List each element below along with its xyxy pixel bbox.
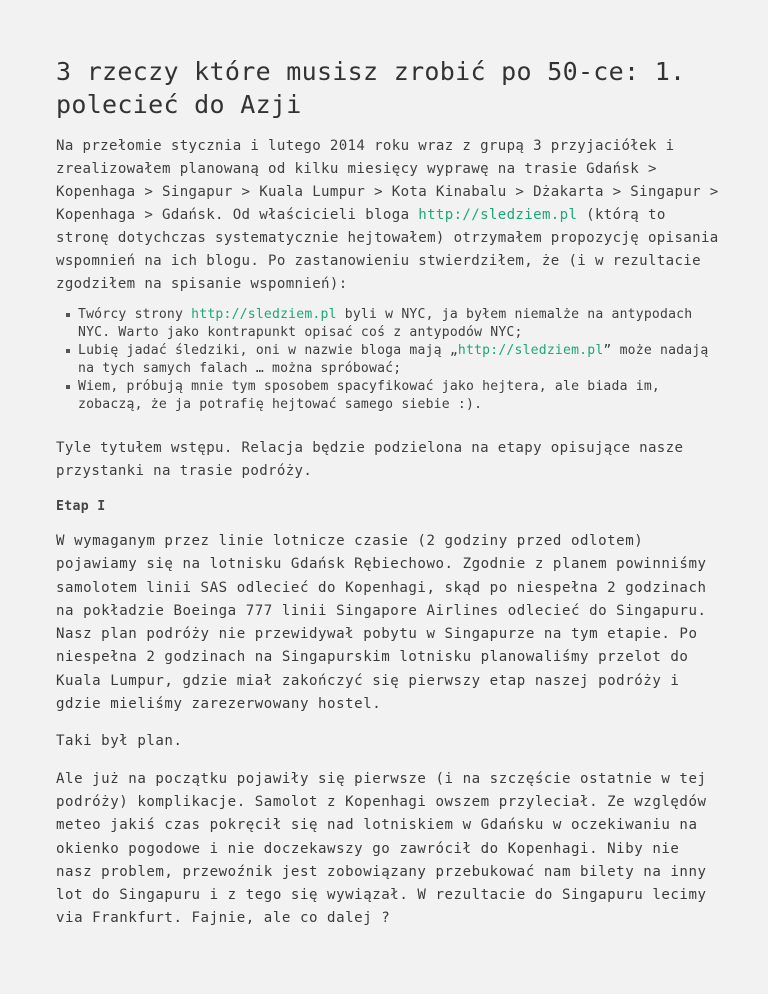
list-item	[78, 306, 720, 342]
article-title: 3 rzeczy które musisz zrobić po 50-ce: 1. polecieć do Azji	[56, 57, 686, 119]
section-heading: Etap I	[56, 499, 106, 514]
intro-text-2: (którą to stronę dotychczas systematycznie hejtowałem) otrzymałem propozycję opisania wspomnień na ich blogu. Po zastanowieniu stwierdziłem, że (i w rezultacie zgodziłem na spisanie wspomnień):	[56, 207, 719, 292]
list-item-text: byli w NYC, ja byłem niemalże na antypodach NYC. Warto jako kontrapunkt opisać coś z antypodów NYC;	[78, 307, 693, 340]
list-item-text: Twórcy strony	[78, 307, 192, 322]
list-item	[78, 378, 720, 414]
intro-text-1: Na przełomie stycznia i lutego 2014 roku wraz z grupą 3 przyjaciółek i zrealizowałem planowaną od kilku miesięcy wyprawę na trasie Gdańsk > Kopenhaga > Singapur > Kuala Lumpur > Kota Kinabalu > Dżakarta > Singapur > Kopenhaga > Gdańsk. Od właścicieli bloga	[56, 138, 719, 223]
list-item-text: Wiem, próbują mnie tym sposobem spacyfikować jako hejtera, ale biada im, zobaczą, że ja potrafię hejtować samego siebie :).	[78, 379, 660, 412]
list-item-text: ” może nadają na tych samych falach … można spróbować;	[78, 343, 709, 376]
intro-closing: Tyle tytułem wstępu. Relacja będzie podzielona na etapy opisujące nasze przystanki na trasie podróży.	[56, 440, 684, 479]
body-paragraph: Ale już na początku pojawiły się pierwsze (i na szczęście ostatnie w tej podróży) komplikacje. Samolot z Kopenhagi owszem przyleciał. Ze względów meteo jakiś czas pokręcił się nad lotniskiem w Gdańsku w oczekiwaniu na okienko pogodowe i nie doczekawszy go zawrócił do Kopenhagi. Niby nie nasz problem, przewoźnik jest zobowiązany przebukować nam bilety na inny lot do Singapuru i z tego się wywiązał. W rezultacie do Singapuru lecimy via Frankfurt. Fajnie, ale co dalej ?	[56, 770, 707, 927]
intro-paragraph	[56, 135, 720, 296]
article	[56, 0, 720, 931]
list-item-text: Lubię jadać śledziki, oni w nazwie bloga mają „	[78, 343, 458, 358]
body-paragraph: Taki był plan.	[56, 733, 183, 750]
list-item-link[interactable]: http://sledziem.pl	[191, 307, 337, 322]
blog-link[interactable]: http://sledziem.pl	[418, 207, 578, 223]
reasons-list	[56, 306, 720, 414]
list-item-link[interactable]: http://sledziem.pl	[457, 343, 604, 358]
list-item	[78, 342, 720, 378]
body-paragraph: W wymaganym przez linie lotnicze czasie (2 godziny przed odlotem) pojawiamy się na lotnisku Gdańsk Rębiechowo. Zgodnie z planem powinniśmy samolotem linii SAS odlecieć do Kopenhagi, skąd po niespełna 2 godzinach na pokładzie Boeinga 777 linii Singapore Airlines odlecieć do Singapuru. Nasz plan podróży nie przewidywał pobytu w Singapurze na tym etapie. Po niespełna 2 godzinach na Singapurskim lotnisku planowaliśmy przelot do Kuala Lumpur, gdzie miał zakończyć się pierwszy etap naszej podróży i gdzie mieliśmy zarezerwowany hostel.	[56, 533, 707, 713]
